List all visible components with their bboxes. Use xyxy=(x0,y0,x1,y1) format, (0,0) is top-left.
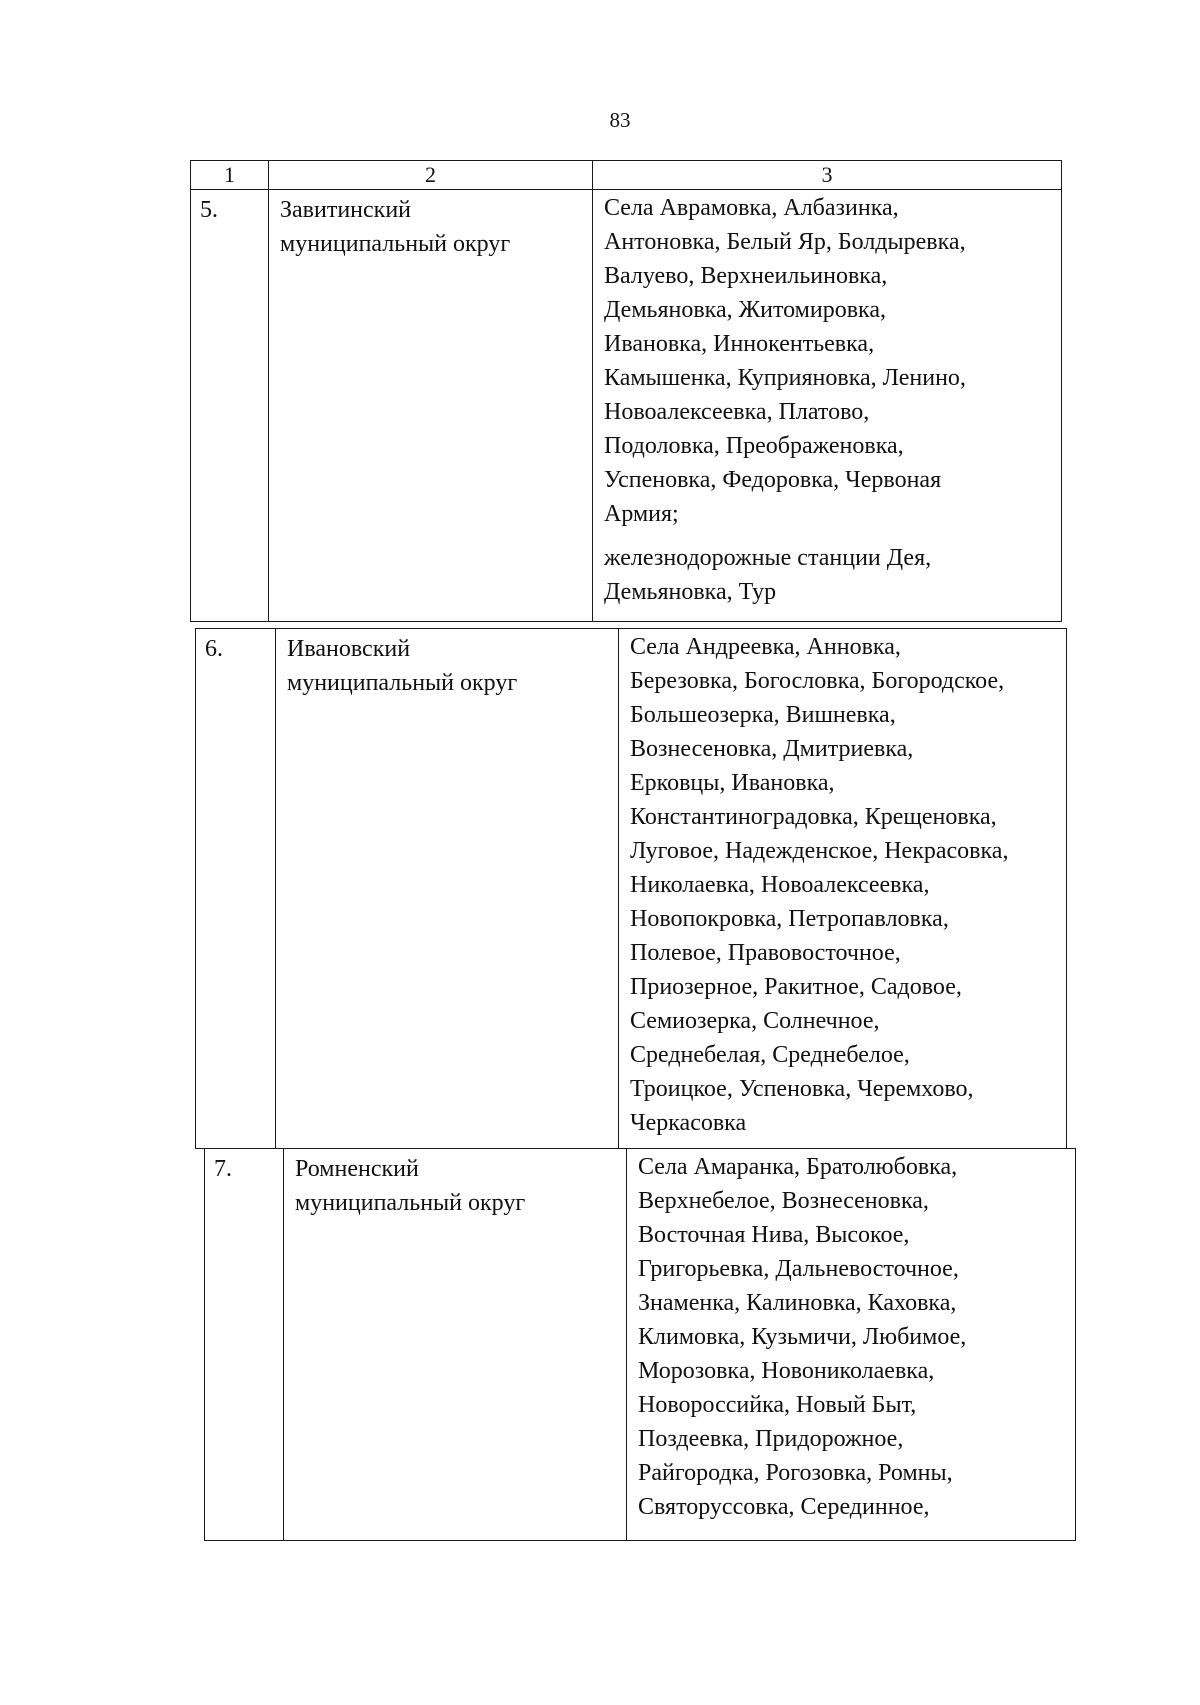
header-col-1: 1 xyxy=(191,161,269,190)
settlement-line: Троицкое, Успеновка, Черемхово, xyxy=(630,1076,974,1102)
settlement-line: Климовка, Кузьмичи, Любимое, xyxy=(638,1324,967,1350)
table-row xyxy=(191,190,1062,622)
settlement-line: Новоалексеевка, Платово, xyxy=(604,399,870,425)
row-number: 6. xyxy=(196,629,276,1149)
settlement-line: Морозовка, Новониколаевка, xyxy=(638,1358,935,1384)
district-name-line: Ромненский xyxy=(295,1156,419,1182)
settlement-line: Приозерное, Ракитное, Садовое, xyxy=(630,974,962,1000)
header-col-2: 2 xyxy=(269,161,593,190)
settlement-line: Знаменка, Калиновка, Каховка, xyxy=(638,1290,957,1316)
districts-table-top xyxy=(190,160,1062,622)
settlement-line: Антоновка, Белый Яр, Болдыревка, xyxy=(604,229,966,255)
settlement-line: Подоловка, Преображеновка, xyxy=(604,433,904,459)
settlement-line: Верхнебелое, Вознесеновка, xyxy=(638,1188,929,1214)
settlement-line: Новороссийка, Новый Быт, xyxy=(638,1392,917,1418)
settlement-line: Села Амаранка, Братолюбовка, xyxy=(638,1154,958,1180)
settlements-cell xyxy=(593,190,1062,622)
table-header-row xyxy=(191,161,1062,190)
district-name-line: муниципальный округ xyxy=(295,1190,526,1216)
settlement-line: Демьяновка, Житомировка, xyxy=(604,297,886,323)
settlement-line: Черкасовка xyxy=(630,1110,747,1136)
settlement-line: Полевое, Правовосточное, xyxy=(630,940,901,966)
settlements-cell xyxy=(619,629,1067,1149)
settlement-line: Вознесеновка, Дмитриевка, xyxy=(630,736,914,762)
district-name-line: Ивановский xyxy=(287,636,411,662)
settlement-line: Ерковцы, Ивановка, xyxy=(630,770,835,796)
district-name-line: Завитинский xyxy=(280,197,412,223)
settlement-line: Среднебелая, Среднебелое, xyxy=(630,1042,910,1068)
district-name-cell xyxy=(284,1149,627,1541)
row-number: 7. xyxy=(205,1149,284,1541)
settlement-line: Села Аврамовка, Албазинка, xyxy=(604,195,899,221)
settlement-line: Березовка, Богословка, Богородское, xyxy=(630,668,1005,694)
district-name-line: муниципальный округ xyxy=(287,670,518,696)
settlement-line: Новопокровка, Петропавловка, xyxy=(630,906,949,932)
settlement-line: Константиноградовка, Крещеновка, xyxy=(630,804,997,830)
page-number: 83 xyxy=(609,108,631,132)
settlement-line: Луговое, Надежденское, Некрасовка, xyxy=(630,838,1009,864)
settlement-line: Семиозерка, Солнечное, xyxy=(630,1008,880,1034)
districts-table-middle xyxy=(195,628,1067,1149)
settlement-line: Большеозерка, Вишневка, xyxy=(630,702,896,728)
station-line: железнодорожные станции Дея, xyxy=(604,545,932,571)
settlement-line: Успеновка, Федоровка, Червоная xyxy=(604,467,942,493)
settlement-line: Села Андреевка, Анновка, xyxy=(630,634,901,660)
settlement-line: Армия; xyxy=(604,501,679,527)
settlement-line: Григорьевка, Дальневосточное, xyxy=(638,1256,959,1282)
settlement-line: Святоруссовка, Серединное, xyxy=(638,1494,930,1520)
settlements-cell xyxy=(627,1149,1076,1541)
district-name-cell xyxy=(276,629,619,1149)
header-col-3: 3 xyxy=(593,161,1062,190)
settlement-line: Поздеевка, Придорожное, xyxy=(638,1426,904,1452)
districts-table-bottom xyxy=(204,1148,1076,1541)
district-name-line: муниципальный округ xyxy=(280,231,511,257)
station-line: Демьяновка, Тур xyxy=(604,579,777,605)
settlement-line: Валуево, Верхнеильиновка, xyxy=(604,263,888,289)
row-number: 5. xyxy=(191,190,269,622)
settlement-line: Ивановка, Иннокентьевка, xyxy=(604,331,875,357)
settlement-line: Камышенка, Куприяновка, Ленино, xyxy=(604,365,966,391)
district-name-cell xyxy=(269,190,593,622)
settlement-line: Восточная Нива, Высокое, xyxy=(638,1222,910,1248)
table-row xyxy=(196,629,1067,1149)
settlement-line: Николаевка, Новоалексеевка, xyxy=(630,872,930,898)
settlement-line: Райгородка, Рогозовка, Ромны, xyxy=(638,1460,953,1486)
table-row xyxy=(205,1149,1076,1541)
